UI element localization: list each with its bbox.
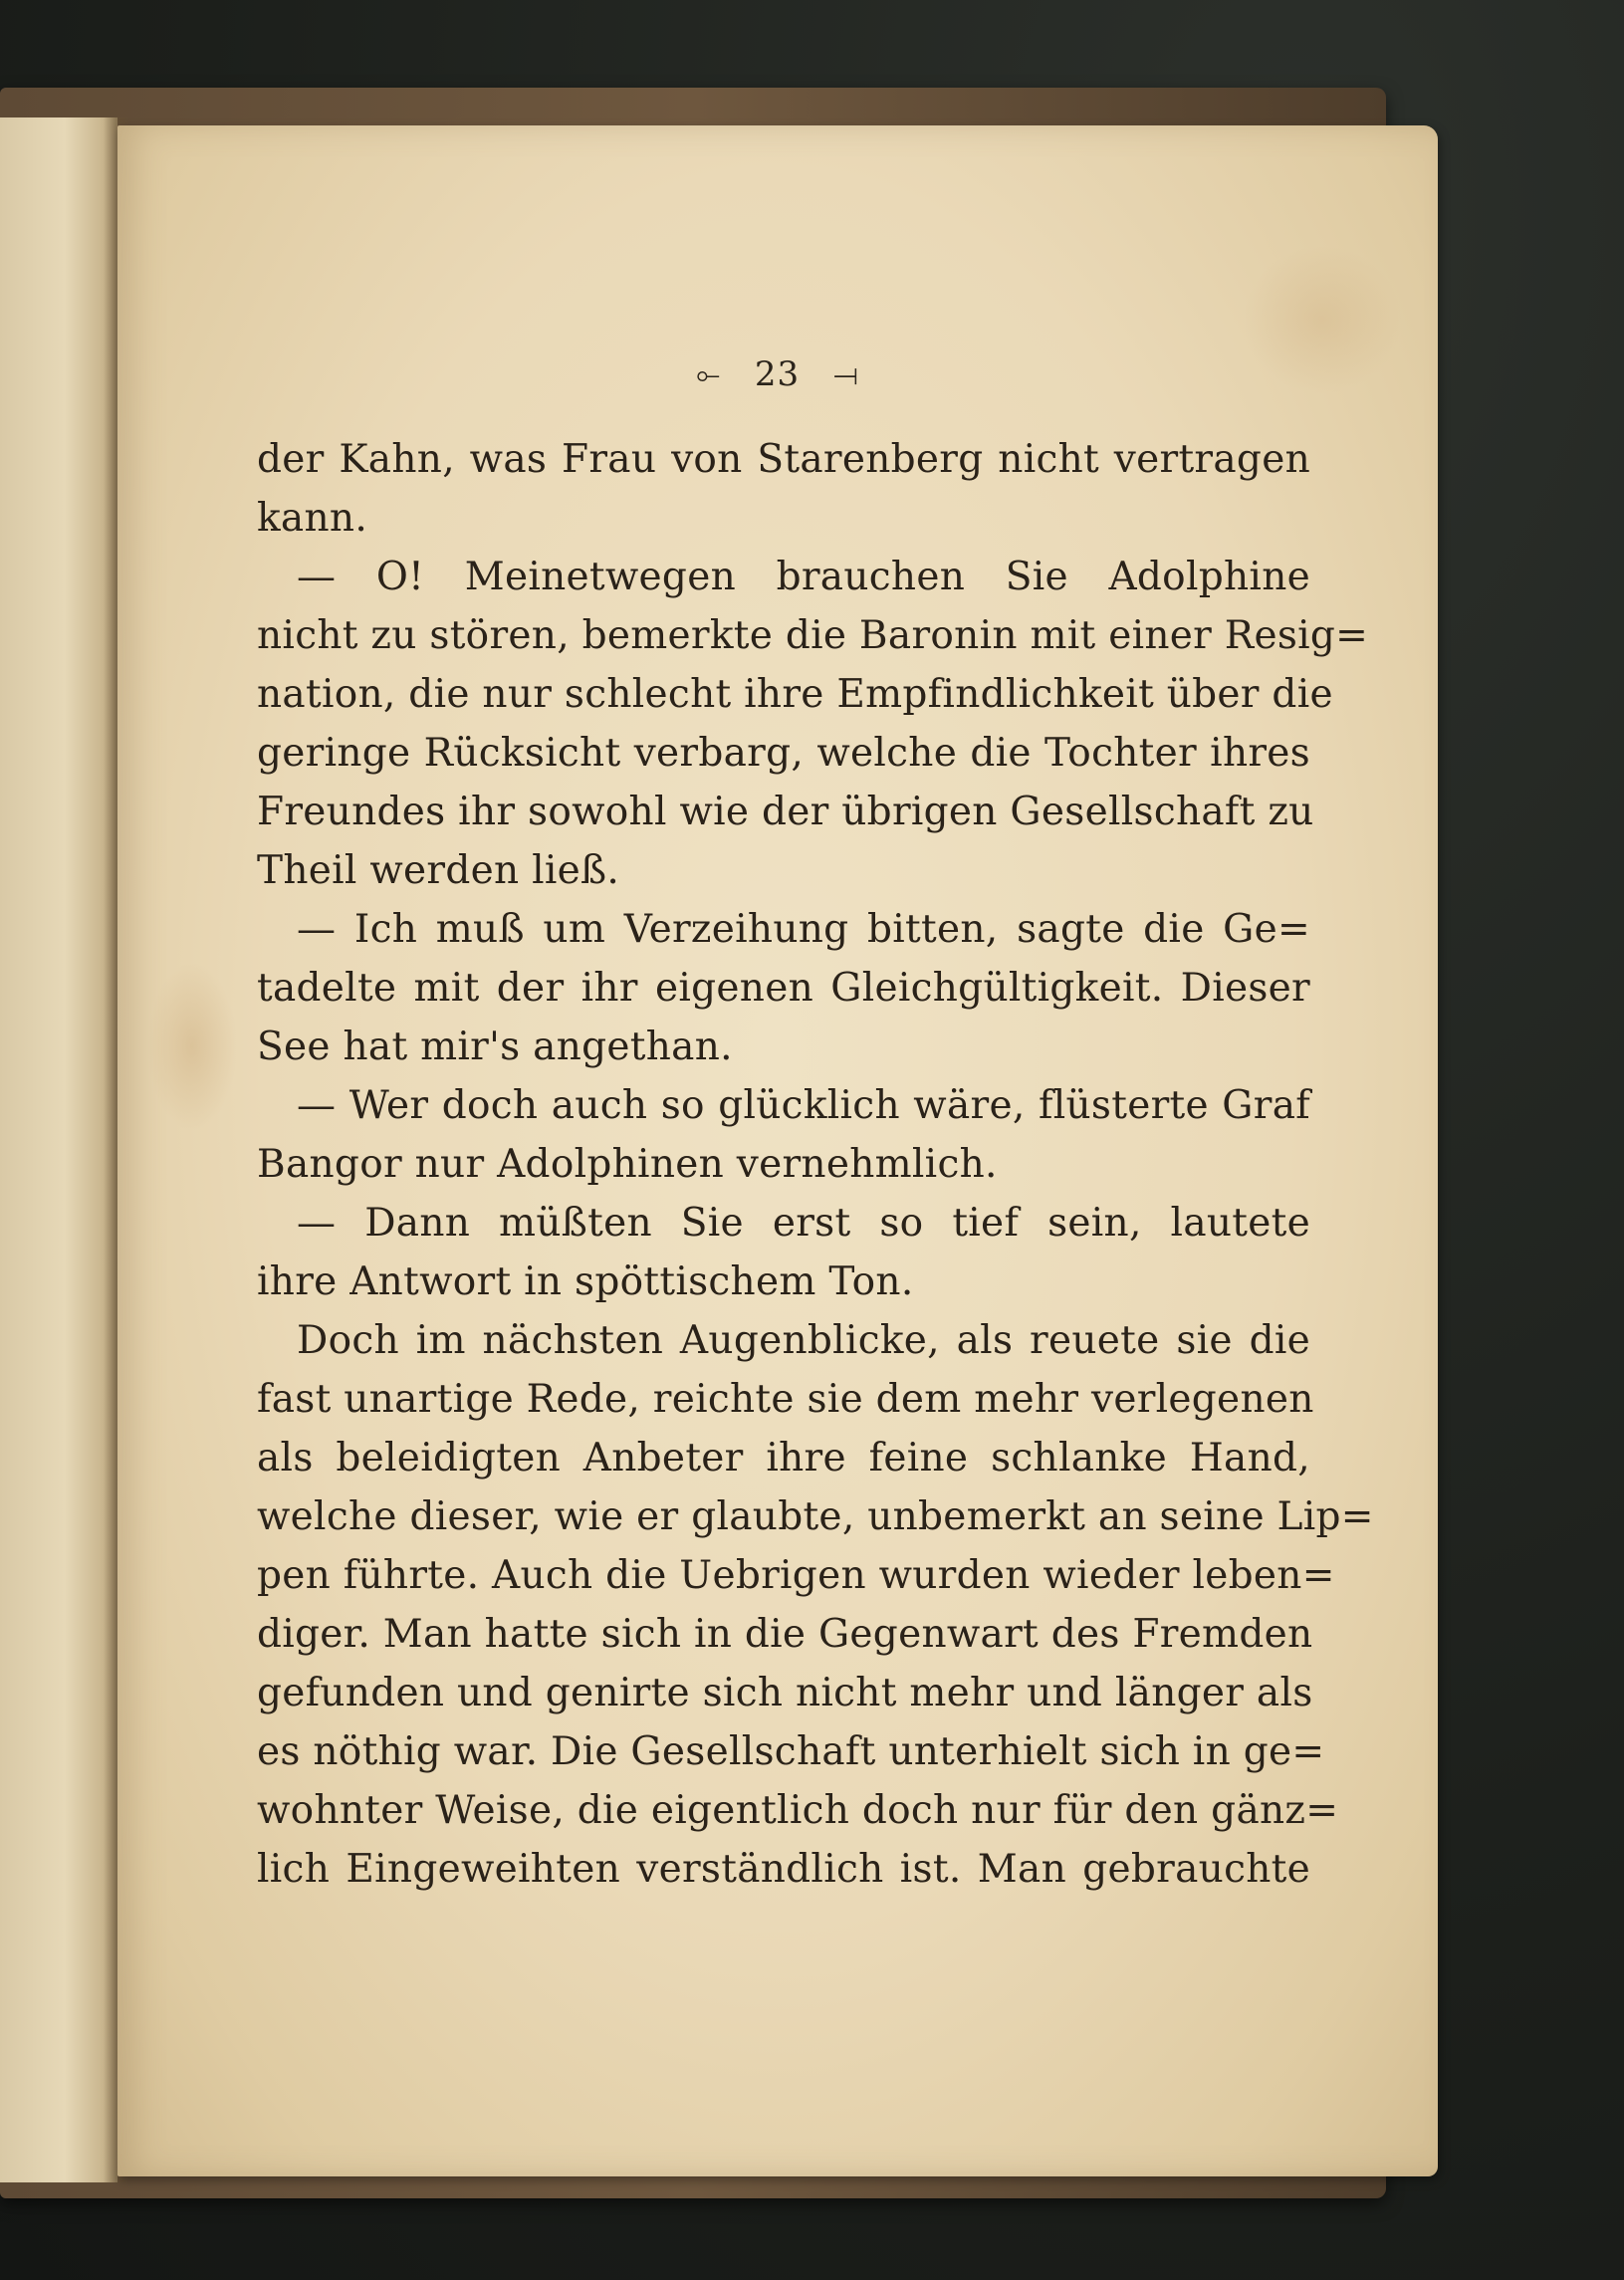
body-text: [257, 430, 1374, 1899]
text-line: es nöthig war. Die Gesellschaft unterhielt sich in ge=: [257, 1729, 1325, 1774]
page-header: [117, 352, 1438, 394]
text-line: diger. Man hatte sich in die Gegenwart des Fremden: [257, 1612, 1313, 1657]
text-line: der Kahn, was Frau von Starenberg nicht vertragen: [257, 437, 1310, 482]
text-line: — Wer doch auch so glücklich wäre, flüsterte Graf: [297, 1083, 1310, 1128]
text-line: lich Eingeweihten verständlich ist. Man gebrauchte: [257, 1847, 1310, 1892]
page-number: 23: [754, 354, 801, 394]
text-line: tadelte mit der ihr eigenen Gleichgültigkeit. Dieser: [257, 966, 1310, 1011]
paper-stain: [147, 962, 237, 1131]
text-line: geringe Rücksicht verbarg, welche die Tochter ihres: [257, 731, 1310, 776]
text-line: welche dieser, wie er glaubte, unbemerkt an seine Lip=: [257, 1494, 1374, 1539]
text-line: — O! Meinetwegen brauchen Sie Adolphine: [297, 555, 1310, 599]
text-line: — Dann müßten Sie erst so tief sein, lautete: [297, 1201, 1310, 1246]
ornament-left-icon: ⟜: [696, 356, 722, 392]
text-line: kann.: [257, 496, 368, 541]
text-line: wohnter Weise, die eigentlich doch nur für den gänz=: [257, 1788, 1339, 1833]
book-page: [117, 125, 1438, 2176]
text-line: nation, die nur schlecht ihre Empfindlichkeit über die: [257, 672, 1333, 717]
text-line: ihre Antwort in spöttischem Ton.: [257, 1259, 914, 1304]
text-line: nicht zu stören, bemerkte die Baronin mit einer Resig=: [257, 613, 1369, 658]
text-line: Freundes ihr sowohl wie der übrigen Gesellschaft zu: [257, 790, 1314, 834]
text-line: fast unartige Rede, reichte sie dem mehr verlegenen: [257, 1377, 1314, 1422]
text-line: Theil werden ließ.: [257, 848, 620, 893]
text-line: See hat mir's angethan.: [257, 1025, 733, 1069]
left-page-edge: [0, 117, 117, 2182]
text-line: gefunden und genirte sich nicht mehr und länger als: [257, 1671, 1313, 1715]
text-line: pen führte. Auch die Uebrigen wurden wieder leben=: [257, 1553, 1335, 1598]
text-line: Bangor nur Adolphinen vernehmlich.: [257, 1142, 998, 1187]
text-line: als beleidigten Anbeter ihre feine schlanke Hand,: [257, 1436, 1310, 1481]
text-line: Doch im nächsten Augenblicke, als reuete sie die: [297, 1318, 1310, 1363]
text-line: — Ich muß um Verzeihung bitten, sagte die Ge=: [297, 907, 1310, 952]
ornament-right-icon: ⟞: [832, 356, 859, 392]
